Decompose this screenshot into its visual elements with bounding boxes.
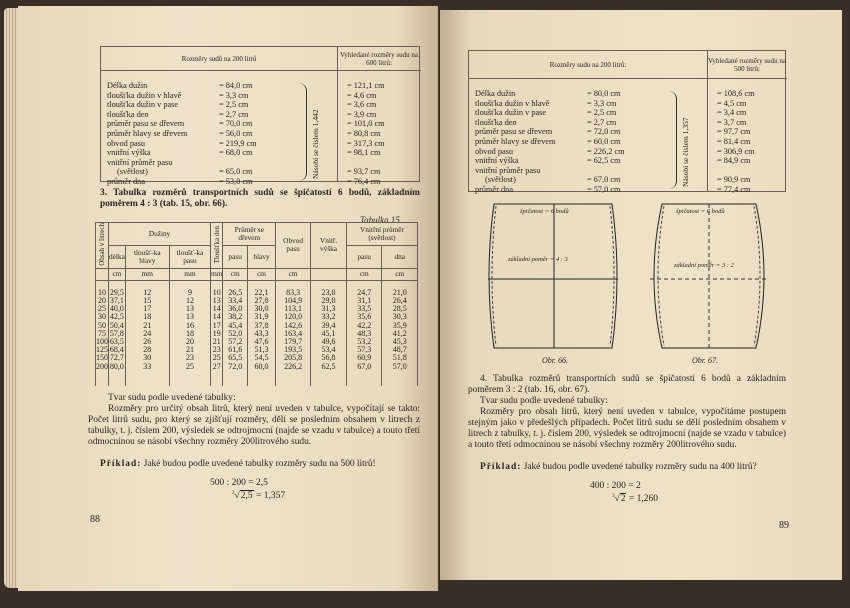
unit-cell: cm (382, 268, 418, 280)
dim-label: vnitřní průměr pasu (475, 165, 541, 175)
dim-result: = 81,4 cm (717, 136, 751, 146)
formula-ratio: 500 : 200 = 2,5 (210, 478, 268, 488)
table-cell: 26,4 (392, 295, 407, 305)
table-cell: 193,5 (284, 345, 303, 355)
table-cell: 60,9 (357, 353, 372, 363)
table-cell: 19 (212, 328, 221, 338)
dim-value: = 219,9 cm (219, 138, 257, 148)
table-cell: 45,1 (321, 328, 336, 338)
dim-label: (světlost) (117, 167, 148, 177)
table-cell: 54,5 (254, 353, 269, 363)
barrel-figure-66 (488, 202, 618, 350)
dim-value: = 70,0 cm (219, 119, 253, 129)
table-cell: 39,4 (321, 320, 336, 330)
dim-result: = 306,9 cm (717, 146, 755, 156)
dim-result-column (717, 89, 755, 195)
dim-result: = 97,7 cm (717, 127, 751, 137)
dim-label: vnitřní průměr pasu (107, 157, 173, 167)
table-cell: 50 (98, 320, 106, 330)
radicand: 2 (620, 494, 626, 505)
table-cell: 27,8 (254, 295, 269, 305)
header-left: Rozměry sudů na 200 litrů (101, 47, 337, 71)
table-cell: 27 (212, 361, 221, 371)
data-column (223, 280, 247, 386)
dim-label: vnitřní výška (107, 148, 151, 158)
dim-result (717, 166, 755, 176)
col-duziny: Dužiny (109, 223, 211, 246)
dim-value: = 68,0 cm (219, 148, 253, 158)
table-cell: 120,0 (284, 312, 303, 322)
table-label: Tabulka 15 (360, 215, 400, 225)
table-cell: 163,4 (284, 328, 303, 338)
dim-result: = 76,4 cm (347, 176, 381, 186)
table-cell: 16 (185, 320, 194, 330)
dim-value: = 2,7 cm (587, 117, 617, 127)
table-cell: 26,5 (228, 287, 243, 297)
table-cell: 15 (143, 295, 152, 305)
dim-value: = 2,7 cm (219, 109, 249, 119)
dim-label: průměr pasu se dřevem (475, 127, 553, 137)
dim-label-column (107, 81, 187, 187)
barrel-figure-67 (650, 202, 768, 350)
table-cell: 35,9 (392, 320, 407, 330)
table-cell: 40,0 (109, 304, 124, 314)
data-column (96, 280, 109, 386)
example-text: Jaké budou podle uvedené tabulky rozměry sudu na 500 litrů! (141, 459, 376, 469)
table-cell: 17 (143, 304, 152, 314)
table-cell: 21 (212, 336, 221, 346)
dim-label: obvod pasu (107, 138, 146, 148)
dim-label: obvod pasu (475, 146, 514, 156)
dim-label: tloušťka dužin v hlavě (107, 90, 182, 100)
table-cell: 37,8 (254, 320, 269, 330)
table-cell: 13 (212, 295, 221, 305)
table-cell: 49,6 (321, 336, 336, 346)
page-number: 88 (90, 514, 100, 525)
figure-caption: Obr. 66. (542, 356, 569, 365)
dim-result: = 3,9 cm (347, 109, 377, 119)
col-tl-pasu: tloušť-ka pasu (169, 245, 210, 268)
figure-label: základní poměr = 4 : 3 (508, 256, 568, 263)
unit-cell: mm (125, 268, 169, 280)
table-cell: 104,9 (284, 295, 303, 305)
dim-value: = 56,0 cm (219, 128, 253, 138)
table-cell: 83,3 (286, 287, 301, 297)
dim-value: = 2,5 cm (587, 108, 617, 118)
table-cell: 65,5 (228, 353, 243, 363)
radicand: 2,5 (240, 491, 253, 502)
table-cell: 48,3 (357, 328, 372, 338)
dim-value: = 84,0 cm (219, 81, 253, 90)
table-cell: 21,0 (392, 287, 407, 297)
paragraph: Rozměry pro určitý obsah litrů, který není uveden v tabulce, vypočítají se takto: Počet litrů sudu, pro který se zjišťují rozměry, dělí se posledním obsahem v litrech z tabulky, t. j. číslem 200, výsledek se odtrojmocní (najde se vzadu v tabulce) a touto třetí odmocninou se násobí všechny rozměry 200litrového sudu. (88, 404, 420, 447)
dim-label: Délka dužin (475, 89, 516, 98)
table-cell: 57,0 (392, 361, 407, 371)
dim-value: = 3,3 cm (587, 98, 617, 108)
dim-label: tloušťka den (475, 117, 517, 127)
formula-ratio: 400 : 200 = 2 (590, 481, 641, 491)
dim-label: průměr hlavy se dřevem (107, 128, 188, 138)
paragraph: Tvar sudu podle uvedené tabulky: (108, 393, 236, 403)
table-cell: 150 (96, 353, 108, 363)
unit-cell: cm (346, 268, 382, 280)
dim-result-column (347, 81, 385, 187)
table-cell: 28,5 (392, 304, 407, 314)
table-cell: 33,5 (357, 304, 372, 314)
dim-value (219, 158, 257, 168)
data-column (211, 280, 223, 386)
unit-cell: mm (211, 269, 223, 279)
table-cell: 9 (187, 287, 192, 297)
col-obsah: Obsah v litrech (98, 223, 106, 266)
dim-result: = 121,1 cm (347, 81, 385, 90)
table-cell: 47,6 (254, 336, 269, 346)
col-delka: délka (109, 245, 126, 268)
unit-cell (311, 268, 347, 280)
example-paragraph (468, 462, 786, 473)
table-cell: 56,8 (321, 353, 336, 363)
table-cell: 29,0 (321, 295, 336, 305)
table-cell: 42,5 (109, 312, 124, 322)
paragraph: Rozměry pro obsah litrů, který není uveden v tabulce, vypočítáme postupem stejným jako v předešlých případech. Počet litrů sudu se dělí posledním obsahem v litrech z tabulky, t. j. číslem 200, výsledek se odtrojmocní (najde se vzadu v tabulce) a touto třetí odmocninou se násobí všechny rozměry 200litrového sudu. (468, 407, 786, 450)
table-cell: 67,0 (357, 361, 372, 371)
table-cell: 68,4 (109, 345, 124, 355)
section-heading: 4. Tabulka rozměrů transportních sudů se špičatostí 6 bodů a základním poměrem 3 : 2 (tab. 16, obr. 67). (468, 374, 786, 395)
table-cell: 14 (212, 304, 221, 314)
data-column (311, 280, 347, 386)
dim-result: = 4,6 cm (347, 90, 377, 100)
dim-label-column (475, 89, 555, 195)
table-cell: 35,6 (357, 312, 372, 322)
table-cell: 125 (96, 345, 108, 355)
table-cell: 45,4 (228, 320, 243, 330)
root-index: 3 (232, 491, 235, 496)
example-paragraph (88, 459, 420, 470)
table-cell: 31,1 (357, 295, 372, 305)
table-cell: 61,6 (228, 345, 243, 355)
dim-value: = 72,0 cm (587, 127, 621, 137)
table-cell: 100 (96, 336, 108, 346)
table-cell: 24,7 (357, 287, 372, 297)
table-cell: 72,0 (228, 361, 243, 371)
table-cell: 22,1 (254, 287, 269, 297)
table-cell: 142,6 (284, 320, 303, 330)
table-cell: 113,1 (284, 304, 302, 314)
dim-value: = 2,5 cm (219, 100, 249, 110)
table-cell: 63,5 (109, 336, 124, 346)
table-cell: 17 (212, 320, 221, 330)
root-result: = 1,357 (255, 491, 286, 502)
summary-table-500 (468, 50, 786, 192)
col-vnitrni: Vnitřní průměr (světlost) (346, 223, 417, 246)
section-heading: 3. Tabulka rozměrů transportních sudů se špičatostí 6 bodů, základním poměrem 4 : 3 (tab. 15, obr. 66). (100, 188, 420, 209)
table-cell: 33,2 (321, 312, 336, 322)
table-cell: 31,3 (321, 304, 336, 314)
unit-cell: cm (223, 268, 247, 280)
table-cell: 12 (143, 287, 152, 297)
data-column (125, 280, 169, 386)
header-left: Rozměry sudu na 200 litrů: (469, 51, 707, 79)
multiplier-note: Násobí se číslem 1,357 (681, 117, 690, 187)
header-right: Vyhledané rozměry sudu na 500 litrů: (707, 51, 787, 79)
unit-cell: cm (276, 268, 311, 280)
col-obvod: Obvod pasu (276, 223, 311, 269)
table-cell: 53,2 (357, 336, 372, 346)
dim-label: průměr dna (475, 184, 514, 194)
example-label: Příklad: (480, 462, 522, 472)
table-cell: 25 (212, 353, 221, 363)
dim-result: = 84,9 cm (717, 156, 751, 166)
table-cell: 10 (98, 287, 106, 297)
unit-cell: cm (109, 268, 126, 280)
table-cell: 25 (98, 304, 106, 314)
data-column (382, 280, 418, 386)
data-column (346, 280, 382, 386)
dim-result: = 3,7 cm (717, 117, 747, 127)
table-cell: 36,0 (228, 304, 243, 314)
data-column (247, 280, 275, 386)
formula-root: $^3$√2 = 1,260 (612, 494, 658, 505)
dim-value-column (219, 81, 257, 187)
table-cell: 51,8 (392, 353, 407, 363)
table-cell: 62,5 (321, 361, 336, 371)
table-cell: 23,0 (321, 287, 336, 297)
table-cell: 28 (143, 345, 152, 355)
col-hlavy: hlavy (247, 245, 275, 268)
dim-value: = 57,0 cm (587, 184, 621, 194)
table-cell: 57,8 (109, 328, 124, 338)
col-pasu: pasu (223, 245, 247, 268)
dim-label: průměr pasu se dřevem (107, 119, 185, 129)
dim-value (587, 166, 625, 176)
table-cell: 205,8 (284, 353, 303, 363)
formula-root: $^3$√2,5 = 1,357 (232, 491, 286, 502)
table-cell: 23 (212, 345, 221, 355)
table-15 (95, 222, 418, 386)
dim-label: Délka dužin (107, 81, 148, 90)
dim-value: = 67,0 cm (587, 175, 621, 185)
table-cell: 72,7 (109, 353, 124, 363)
col-pasu2: pasu (346, 245, 382, 268)
dim-label: (světlost) (485, 175, 516, 185)
table-cell: 45,3 (392, 336, 407, 346)
table-cell: 30 (98, 312, 106, 322)
multiplier-note: Násobí se číslem 1,442 (311, 109, 320, 179)
table-cell: 30,0 (254, 304, 269, 314)
dim-result: = 3,4 cm (717, 108, 747, 118)
dim-value: = 60,0 cm (587, 136, 621, 146)
table-cell: 50,4 (109, 320, 124, 330)
dim-value: = 53,0 cm (219, 176, 253, 186)
dim-value: = 62,5 cm (587, 156, 621, 166)
dim-result: = 4,5 cm (717, 98, 747, 108)
table-cell: 24 (143, 328, 152, 338)
dim-label: průměr dna (107, 176, 146, 186)
table-cell: 18 (185, 328, 194, 338)
dim-value: = 80,0 cm (587, 89, 621, 98)
paragraph: Tvar sudu podle uvedené tabulky: (480, 396, 608, 406)
table-cell: 20 (185, 336, 194, 346)
table-cell: 80,0 (109, 361, 124, 371)
table-cell: 226,2 (284, 361, 303, 371)
dim-value: = 3,3 cm (219, 90, 249, 100)
dim-value: = 226,2 cm (587, 146, 625, 156)
table-cell: 57,3 (357, 345, 372, 355)
root-index: 3 (612, 494, 615, 499)
figure-caption: Obr. 67. (692, 356, 719, 365)
example-label: Příklad: (100, 459, 142, 469)
table-cell: 26 (143, 336, 152, 346)
data-column (109, 280, 126, 386)
dim-label: průměr hlavy se dřevem (475, 136, 556, 146)
dim-result: = 101,0 cm (347, 119, 385, 129)
table-cell: 33 (143, 361, 152, 371)
table-cell: 30 (143, 353, 152, 363)
table-cell: 23 (185, 353, 194, 363)
dim-value-column (587, 89, 625, 195)
table-cell: 13 (185, 312, 194, 322)
dim-result: = 80,8 cm (347, 128, 381, 138)
col-den: Tloušťka den (212, 225, 221, 264)
table-cell: 75 (98, 328, 106, 338)
unit-cell: mm (169, 268, 210, 280)
page-number: 89 (779, 520, 789, 531)
table-cell: 18 (143, 312, 152, 322)
unit-cell: cm (247, 268, 275, 280)
table-cell: 20 (98, 295, 106, 305)
dim-result: = 93,7 cm (347, 167, 381, 177)
table-cell: 179,7 (284, 336, 303, 346)
table-cell: 25 (185, 361, 194, 371)
col-tl-hlavy: tloušť-ka hlavy (125, 245, 169, 268)
data-column (276, 280, 311, 386)
example-text: Jaké budou podle uvedené tabulky rozměry sudu na 400 litrů? (521, 462, 757, 472)
table-cell: 14 (212, 312, 221, 322)
table-cell: 12 (185, 295, 194, 305)
table-cell: 51,3 (254, 345, 269, 355)
dim-label: tloušťka dužin v pase (107, 100, 179, 110)
table-cell: 48,7 (392, 345, 407, 355)
table-cell: 41,2 (392, 328, 407, 338)
dim-result: = 3,6 cm (347, 100, 377, 110)
table-cell: 30,3 (392, 312, 407, 322)
dim-result: = 77,4 cm (717, 184, 751, 194)
figure-label: základní poměr = 3 : 2 (674, 262, 734, 269)
table-cell: 60,0 (254, 361, 269, 371)
table-cell: 53,4 (321, 345, 336, 355)
dim-value: = 65,0 cm (219, 167, 253, 177)
table-cell: 33,4 (228, 295, 243, 305)
col-dna: dna (382, 245, 418, 268)
table-cell: 38,2 (228, 312, 243, 322)
header-right: Vyhledané rozměry sudu na 600 litrů: (337, 47, 421, 71)
unit-cell (96, 268, 109, 280)
table-cell: 21 (143, 320, 152, 330)
col-vyska: Vnitř. výška (311, 223, 347, 269)
table-cell: 31,9 (254, 312, 269, 322)
figure-label: špičatost = 6 bodů (520, 208, 569, 215)
table-cell: 57,2 (228, 336, 243, 346)
dim-label: tloušťka dužin v pase (475, 108, 547, 118)
root-result: = 1,260 (628, 494, 658, 505)
table-cell: 52,0 (228, 328, 243, 338)
dim-label: tloušťka den (107, 109, 149, 119)
summary-table-600 (100, 46, 420, 186)
figure-label: špičatost = 6 bodů (676, 208, 725, 215)
dim-result: = 317,3 cm (347, 138, 385, 148)
table-cell: 21 (185, 345, 194, 355)
table-cell: 200 (96, 361, 108, 371)
table-cell: 13 (185, 304, 194, 314)
table-cell: 37,1 (109, 295, 124, 305)
table-cell: 29,5 (109, 287, 124, 297)
table-cell: 42,2 (357, 320, 372, 330)
col-prumer: Průměr se dřevem (223, 223, 276, 246)
dim-label: tloušťka dužin v hlavě (475, 98, 550, 108)
dim-result: = 90,9 cm (717, 175, 751, 185)
data-column (169, 280, 210, 386)
table-cell: 10 (212, 287, 221, 297)
dim-result (347, 158, 385, 168)
dim-result: = 108,6 cm (717, 89, 755, 98)
table-cell: 43,3 (254, 328, 269, 338)
dim-label: vnitřní výška (475, 156, 519, 166)
dim-result: = 98,1 cm (347, 148, 381, 158)
